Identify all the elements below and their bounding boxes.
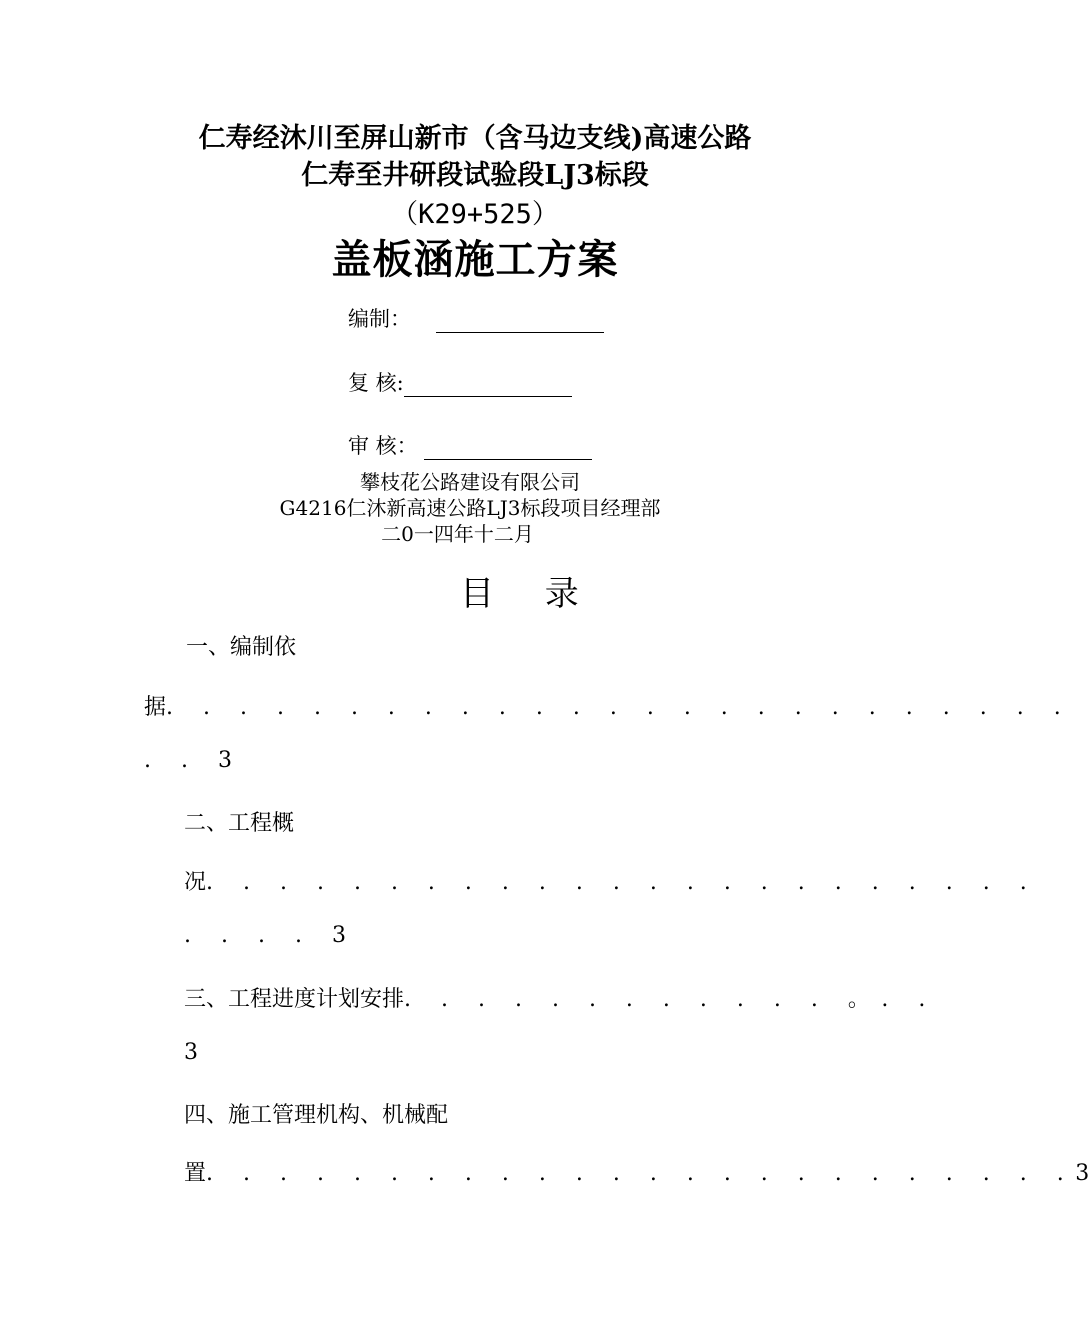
toc-entry-1-title: 一、编制依: [186, 635, 297, 660]
toc-entry-4-page: 3: [1075, 1161, 1089, 1186]
toc-entry-3-page: 3: [184, 1040, 198, 1065]
toc-entry-3-dots: . . . . . . . . . . . . 。. .: [404, 987, 937, 1012]
toc-entry-3-line: [184, 982, 937, 1013]
toc-entry-1-line: [144, 690, 1072, 721]
issue-date: 二0一四年十二月: [381, 522, 534, 546]
cover-title-line-1: 仁寿经沐川至屏山新市（含马边支线)高速公路: [198, 123, 752, 154]
toc-entry-2-title: 二、工程概: [184, 811, 295, 836]
toc-entry-1-page-dots: . . 3: [144, 748, 244, 773]
signature-approver-line: [424, 437, 592, 460]
toc-entry-2-page-dots: . . . . 3: [184, 923, 358, 948]
signature-approver-label: 审 核：: [348, 434, 418, 458]
signature-compiler: [348, 303, 604, 333]
project-department: G4216仁沐新高速公路LJ3标段项目经理部: [279, 496, 661, 520]
toc-entry-1-cont: 据: [144, 695, 167, 720]
toc-entry-2-line: [184, 865, 1038, 896]
toc-entry-2-dots: . . . . . . . . . . . . . . . . . . . . . . .: [206, 870, 1039, 895]
signature-reviewer: [348, 367, 572, 397]
toc-entry-4-dots: . . . . . . . . . . . . . . . . . . . . . . . .: [206, 1161, 1076, 1186]
signature-reviewer-label: 复 核:: [348, 371, 404, 395]
toc-entry-4-title: 四、施工管理机构、机械配: [184, 1103, 449, 1128]
company-name: 攀枝花公路建设有限公司: [360, 470, 580, 494]
toc-entry-2-cont: 况: [184, 870, 207, 895]
toc-entry-2-page: [184, 923, 357, 948]
toc-entry-1-page: [144, 748, 243, 773]
signature-compiler-label: 编制：: [348, 307, 411, 331]
main-title: 盖板涵施工方案: [331, 236, 619, 283]
toc-title: 目 录: [460, 574, 599, 614]
signature-approver: [348, 430, 592, 460]
cover-title-line-2: 仁寿至井研段试验段LJ3标段: [301, 160, 649, 191]
signature-compiler-line: [436, 310, 604, 333]
toc-entry-4-cont: 置: [184, 1161, 207, 1186]
station-number: （K29+525）: [391, 199, 559, 230]
signature-reviewer-line: [404, 374, 572, 397]
toc-entry-3-title: 三、工程进度计划安排: [184, 987, 405, 1012]
toc-entry-1-dots: . . . . . . . . . . . . . . . . . . . . . . . . .: [166, 695, 1073, 720]
toc-entry-4-line: [184, 1156, 1089, 1187]
